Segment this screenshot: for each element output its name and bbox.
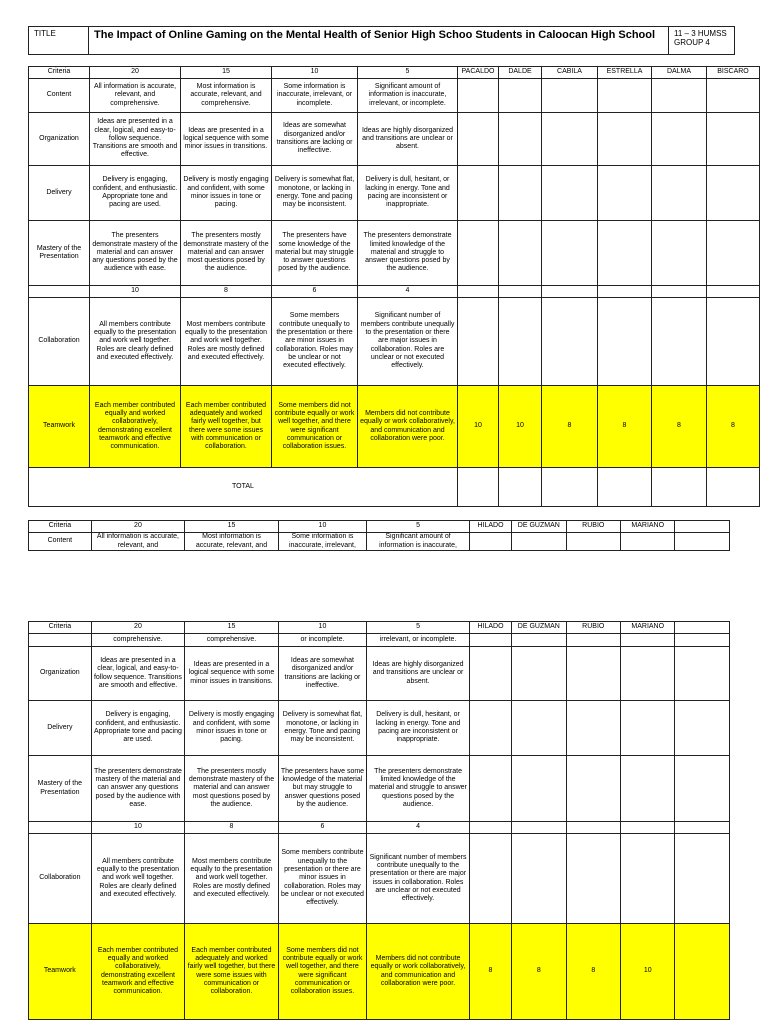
teamwork-score[interactable]: 8 — [469, 924, 511, 1020]
score-cell[interactable] — [542, 286, 598, 298]
descriptor: Significant number of members contribute unequally to the presentation or there are major issues in collaboration. Roles are unclear or not executed effectively. — [367, 834, 470, 924]
blank-cell — [29, 822, 92, 834]
score-cell[interactable] — [512, 701, 566, 756]
score-cell[interactable] — [621, 834, 675, 924]
score-cell[interactable] — [458, 113, 499, 166]
criteria-row-mastery — [29, 756, 730, 822]
blank-cell — [29, 634, 92, 647]
points-10: 10 — [278, 521, 366, 533]
descriptor: Delivery is dull, hesitant, or lacking in energy. Tone and pacing are inconsistent or inappropriate. — [358, 166, 458, 221]
score-cell[interactable] — [675, 822, 730, 834]
title-table — [28, 26, 735, 55]
descriptor: Some members contribute unequally to the presentation or there are minor issues in collaboration. Roles may be unclear or not executed effectively. — [278, 834, 366, 924]
score-cell[interactable] — [469, 701, 511, 756]
points-5: 5 — [367, 521, 470, 533]
criteria-row-content — [29, 533, 730, 551]
score-cell[interactable] — [621, 822, 675, 834]
points-10: 10 — [272, 67, 358, 79]
score-cell[interactable] — [469, 634, 511, 647]
score-cell[interactable] — [598, 298, 652, 386]
criteria-label: Content — [29, 79, 90, 113]
points-20: 20 — [90, 67, 181, 79]
member-header: DALMA — [652, 67, 707, 79]
criteria-row-teamwork — [29, 386, 760, 468]
criteria-header: Criteria — [29, 622, 92, 634]
member-header: ESTRELLA — [598, 67, 652, 79]
descriptor: The presenters demonstrate limited knowledge of the material and struggle to answer questions posed by the audience. — [358, 221, 458, 286]
criteria-row-teamwork — [29, 924, 730, 1020]
rubric-table-group-1 — [28, 66, 760, 507]
teamwork-score[interactable]: 8 — [598, 386, 652, 468]
score-cell[interactable] — [458, 166, 499, 221]
points-6: 6 — [272, 286, 358, 298]
descriptor: Significant amount of information is inaccurate, — [367, 533, 470, 551]
criteria-label: Mastery of the Presentation — [29, 221, 90, 286]
descriptor: Each member contributed adequately and worked fairly well together, but there were some issues with communication or collaboration. — [185, 924, 279, 1020]
descriptor: Some members contribute unequally to the presentation or there are minor issues in collaboration. Roles may be unclear or not executed effectively. — [272, 298, 358, 386]
descriptor: Delivery is mostly engaging and confident, with some minor issues in tone or pacing. — [181, 166, 272, 221]
score-cell[interactable] — [469, 822, 511, 834]
descriptor: Each member contributed equally and worked collaboratively, demonstrating excellent teamwork and effective communication. — [91, 924, 185, 1020]
score-cell[interactable] — [707, 79, 760, 113]
descriptor: Delivery is mostly engaging and confident, with some minor issues in tone or pacing. — [185, 701, 279, 756]
score-cell[interactable] — [499, 286, 542, 298]
descriptor: Delivery is somewhat flat, monotone, or lacking in energy. Tone and pacing may be inconsistent. — [278, 701, 366, 756]
score-cell[interactable] — [566, 634, 620, 647]
criteria-label: Teamwork — [29, 924, 92, 1020]
score-cell[interactable] — [512, 822, 566, 834]
teamwork-score[interactable]: 8 — [652, 386, 707, 468]
score-cell[interactable] — [458, 221, 499, 286]
descriptor: Delivery is engaging, confident, and enthusiastic. Appropriate tone and pacing are used. — [91, 701, 185, 756]
descriptor: The presenters demonstrate mastery of the material and can answer any questions posed by the audience with ease. — [91, 756, 185, 822]
criteria-row-delivery — [29, 701, 730, 756]
descriptor: The presenters mostly demonstrate mastery of the material and can answer most questions posed by the audience. — [185, 756, 279, 822]
teamwork-score[interactable]: 8 — [512, 924, 566, 1020]
descriptor: Each member contributed equally and worked collaboratively, demonstrating excellent teamwork and effective communication. — [90, 386, 181, 468]
criteria-label: Organization — [29, 647, 92, 701]
criteria-row-mastery — [29, 221, 760, 286]
descriptor: All information is accurate, relevant, and comprehensive. — [90, 79, 181, 113]
score-cell[interactable] — [499, 298, 542, 386]
score-cell[interactable] — [542, 298, 598, 386]
criteria-label: Delivery — [29, 166, 90, 221]
descriptor: Most members contribute equally to the presentation and work well together. Roles are mostly defined and executed effectively. — [181, 298, 272, 386]
score-cell[interactable] — [707, 113, 760, 166]
descriptor: or incomplete. — [278, 634, 366, 647]
title-label: TITLE — [29, 27, 89, 55]
score-cell[interactable] — [675, 634, 730, 647]
score-cell[interactable] — [512, 634, 566, 647]
criteria-row-delivery — [29, 166, 760, 221]
descriptor: irrelevant, or incomplete. — [367, 634, 470, 647]
points-20: 20 — [91, 622, 185, 634]
score-cell[interactable] — [499, 113, 542, 166]
member-header: DALDE — [499, 67, 542, 79]
points-4: 4 — [358, 286, 458, 298]
teamwork-score[interactable]: 10 — [621, 924, 675, 1020]
points-15: 15 — [181, 67, 272, 79]
total-cell[interactable] — [499, 468, 542, 507]
descriptor: Some members did not contribute equally or work well together, and there were significant communication or collaboration issues. — [278, 924, 366, 1020]
descriptor: Ideas are highly disorganized and transitions are unclear or absent. — [358, 113, 458, 166]
score-cell[interactable] — [621, 533, 675, 551]
descriptor: Members did not contribute equally or work collaboratively, and communication and collaboration were poor. — [358, 386, 458, 468]
score-cell[interactable] — [675, 834, 730, 924]
rubric-table-group-2-part-2 — [28, 621, 730, 1020]
points-10: 10 — [90, 286, 181, 298]
score-cell[interactable] — [652, 79, 707, 113]
member-header: MARIANO — [621, 521, 675, 533]
criteria-header: Criteria — [29, 521, 92, 533]
total-label: TOTAL — [29, 468, 458, 507]
score-cell[interactable] — [542, 166, 598, 221]
blank-cell — [29, 286, 90, 298]
blank-cell — [675, 521, 730, 533]
member-header: DE GUZMAN — [512, 521, 566, 533]
score-cell[interactable] — [499, 166, 542, 221]
document-title: The Impact of Online Gaming on the Mental Health of Senior High Schoo Students in Caloocan High School — [89, 27, 669, 55]
points-5: 5 — [367, 622, 470, 634]
criteria-label: Delivery — [29, 701, 92, 756]
descriptor: The presenters have some knowledge of the material but may struggle to answer questions posed by the audience. — [272, 221, 358, 286]
descriptor: Ideas are presented in a clear, logical, and easy-to-follow sequence. Transitions are smooth and effective. — [90, 113, 181, 166]
member-header: RUBIO — [566, 622, 620, 634]
points-8: 8 — [185, 822, 279, 834]
criteria-label: Organization — [29, 113, 90, 166]
criteria-label: Collaboration — [29, 298, 90, 386]
descriptor: Significant number of members contribute unequally to the presentation or there are major issues in collaboration. Roles are unclear or not executed effectively. — [358, 298, 458, 386]
score-cell[interactable] — [458, 79, 499, 113]
points-6: 6 — [278, 822, 366, 834]
points-10: 10 — [91, 822, 185, 834]
member-header: BISCARO — [707, 67, 760, 79]
teamwork-score[interactable]: 8 — [566, 924, 620, 1020]
total-cell[interactable] — [542, 468, 598, 507]
score-cell[interactable] — [542, 221, 598, 286]
score-cell[interactable] — [458, 298, 499, 386]
member-header: RUBIO — [566, 521, 620, 533]
score-cell[interactable] — [566, 533, 620, 551]
score-cell[interactable] — [707, 286, 760, 298]
descriptor: comprehensive. — [185, 634, 279, 647]
descriptor: Some information is inaccurate, irrelevant, — [278, 533, 366, 551]
score-cell[interactable] — [675, 647, 730, 701]
header-row — [29, 67, 760, 79]
descriptor: Members did not contribute equally or work collaboratively, and communication and collaboration were poor. — [367, 924, 470, 1020]
score-cell[interactable] — [707, 166, 760, 221]
descriptor: Some information is inaccurate, irrelevant, or incomplete. — [272, 79, 358, 113]
descriptor: Delivery is dull, hesitant, or lacking in energy. Tone and pacing are inconsistent or inappropriate. — [367, 701, 470, 756]
criteria-label: Collaboration — [29, 834, 92, 924]
score-cell[interactable] — [542, 113, 598, 166]
score-cell[interactable] — [652, 221, 707, 286]
descriptor: Most information is accurate, relevant, and comprehensive. — [181, 79, 272, 113]
teamwork-score[interactable]: 10 — [458, 386, 499, 468]
criteria-row-content-continued — [29, 634, 730, 647]
descriptor: Ideas are somewhat disorganized and/or transitions are lacking or ineffective. — [272, 113, 358, 166]
score-cell[interactable] — [566, 701, 620, 756]
score-cell[interactable] — [512, 533, 566, 551]
descriptor: All members contribute equally to the presentation and work well together. Roles are clearly defined and executed effectively. — [91, 834, 185, 924]
criteria-row-organization — [29, 647, 730, 701]
header-row — [29, 521, 730, 533]
points-row-secondary — [29, 286, 760, 298]
section-label: 11 – 3 HUMSS — [674, 29, 727, 38]
member-header: PACALDO — [458, 67, 499, 79]
member-header: HILADO — [469, 521, 511, 533]
score-cell[interactable] — [707, 298, 760, 386]
score-cell[interactable] — [621, 634, 675, 647]
score-cell[interactable] — [598, 79, 652, 113]
member-header: CABILA — [542, 67, 598, 79]
score-cell[interactable] — [469, 834, 511, 924]
points-8: 8 — [181, 286, 272, 298]
points-4: 4 — [367, 822, 470, 834]
score-cell[interactable] — [512, 756, 566, 822]
rubric-table-group-2-part-1 — [28, 520, 730, 551]
descriptor: Delivery is somewhat flat, monotone, or lacking in energy. Tone and pacing may be inconsistent. — [272, 166, 358, 221]
score-cell[interactable] — [598, 166, 652, 221]
score-cell[interactable] — [458, 286, 499, 298]
total-cell[interactable] — [458, 468, 499, 507]
member-header: HILADO — [469, 622, 511, 634]
descriptor: Delivery is engaging, confident, and enthusiastic. Appropriate tone and pacing are used. — [90, 166, 181, 221]
score-cell[interactable] — [542, 79, 598, 113]
teamwork-score[interactable]: 10 — [499, 386, 542, 468]
criteria-row-collaboration — [29, 834, 730, 924]
header-row — [29, 622, 730, 634]
score-cell[interactable] — [469, 756, 511, 822]
descriptor: All members contribute equally to the presentation and work well together. Roles are clearly defined and executed effectively. — [90, 298, 181, 386]
score-cell[interactable] — [469, 533, 511, 551]
group-info — [669, 27, 735, 55]
descriptor: All information is accurate, relevant, and — [91, 533, 185, 551]
criteria-label: Mastery of the Presentation — [29, 756, 92, 822]
score-cell[interactable] — [566, 822, 620, 834]
score-cell[interactable] — [707, 221, 760, 286]
score-cell[interactable] — [675, 701, 730, 756]
points-15: 15 — [185, 622, 279, 634]
descriptor: Ideas are presented in a clear, logical, and easy-to-follow sequence. Transitions are smooth and effective. — [91, 647, 185, 701]
criteria-row-organization — [29, 113, 760, 166]
descriptor: Each member contributed adequately and worked fairly well together, but there were some issues with communication or collaboration. — [181, 386, 272, 468]
descriptor: The presenters mostly demonstrate mastery of the material and can answer most questions posed by the audience. — [181, 221, 272, 286]
score-cell[interactable] — [598, 221, 652, 286]
total-cell[interactable] — [707, 468, 760, 507]
total-row — [29, 468, 760, 507]
group-label: GROUP 4 — [674, 38, 710, 47]
points-20: 20 — [91, 521, 185, 533]
score-cell[interactable] — [621, 756, 675, 822]
descriptor: Ideas are presented in a logical sequence with some minor issues in transitions. — [181, 113, 272, 166]
criteria-label: Content — [29, 533, 92, 551]
points-10: 10 — [278, 622, 366, 634]
score-cell[interactable] — [512, 834, 566, 924]
points-5: 5 — [358, 67, 458, 79]
score-cell[interactable] — [499, 221, 542, 286]
descriptor: Ideas are presented in a logical sequence with some minor issues in transitions. — [185, 647, 279, 701]
score-cell[interactable] — [652, 166, 707, 221]
score-cell[interactable] — [675, 924, 730, 1020]
score-cell[interactable] — [469, 647, 511, 701]
descriptor: The presenters have some knowledge of the material but may struggle to answer questions posed by the audience. — [278, 756, 366, 822]
criteria-label: Teamwork — [29, 386, 90, 468]
score-cell[interactable] — [675, 756, 730, 822]
points-15: 15 — [185, 521, 279, 533]
score-cell[interactable] — [652, 113, 707, 166]
descriptor: Most members contribute equally to the presentation and work well together. Roles are mostly defined and executed effectively. — [185, 834, 279, 924]
score-cell[interactable] — [598, 113, 652, 166]
criteria-row-collaboration — [29, 298, 760, 386]
score-cell[interactable] — [598, 286, 652, 298]
score-cell[interactable] — [512, 647, 566, 701]
score-cell[interactable] — [566, 834, 620, 924]
descriptor: The presenters demonstrate mastery of the material and can answer any questions posed by the audience with ease. — [90, 221, 181, 286]
descriptor: Significant amount of information is inaccurate, irrelevant, or incomplete. — [358, 79, 458, 113]
blank-cell — [675, 622, 730, 634]
teamwork-score[interactable]: 8 — [542, 386, 598, 468]
criteria-header: Criteria — [29, 67, 90, 79]
descriptor: The presenters demonstrate limited knowledge of the material and struggle to answer questions posed by the audience. — [367, 756, 470, 822]
points-row-secondary — [29, 822, 730, 834]
score-cell[interactable] — [621, 647, 675, 701]
score-cell[interactable] — [652, 286, 707, 298]
total-cell[interactable] — [598, 468, 652, 507]
descriptor: Ideas are highly disorganized and transitions are unclear or absent. — [367, 647, 470, 701]
score-cell[interactable] — [652, 298, 707, 386]
score-cell[interactable] — [675, 533, 730, 551]
score-cell[interactable] — [566, 756, 620, 822]
descriptor: comprehensive. — [91, 634, 185, 647]
total-cell[interactable] — [652, 468, 707, 507]
descriptor: Most information is accurate, relevant, and — [185, 533, 279, 551]
member-header: DE GUZMAN — [512, 622, 566, 634]
criteria-row-content — [29, 79, 760, 113]
score-cell[interactable] — [566, 647, 620, 701]
teamwork-score[interactable]: 8 — [707, 386, 760, 468]
score-cell[interactable] — [499, 79, 542, 113]
score-cell[interactable] — [621, 701, 675, 756]
descriptor: Some members did not contribute equally or work well together, and there were significant communication or collaboration issues. — [272, 386, 358, 468]
descriptor: Ideas are somewhat disorganized and/or transitions are lacking or ineffective. — [278, 647, 366, 701]
member-header: MARIANO — [621, 622, 675, 634]
